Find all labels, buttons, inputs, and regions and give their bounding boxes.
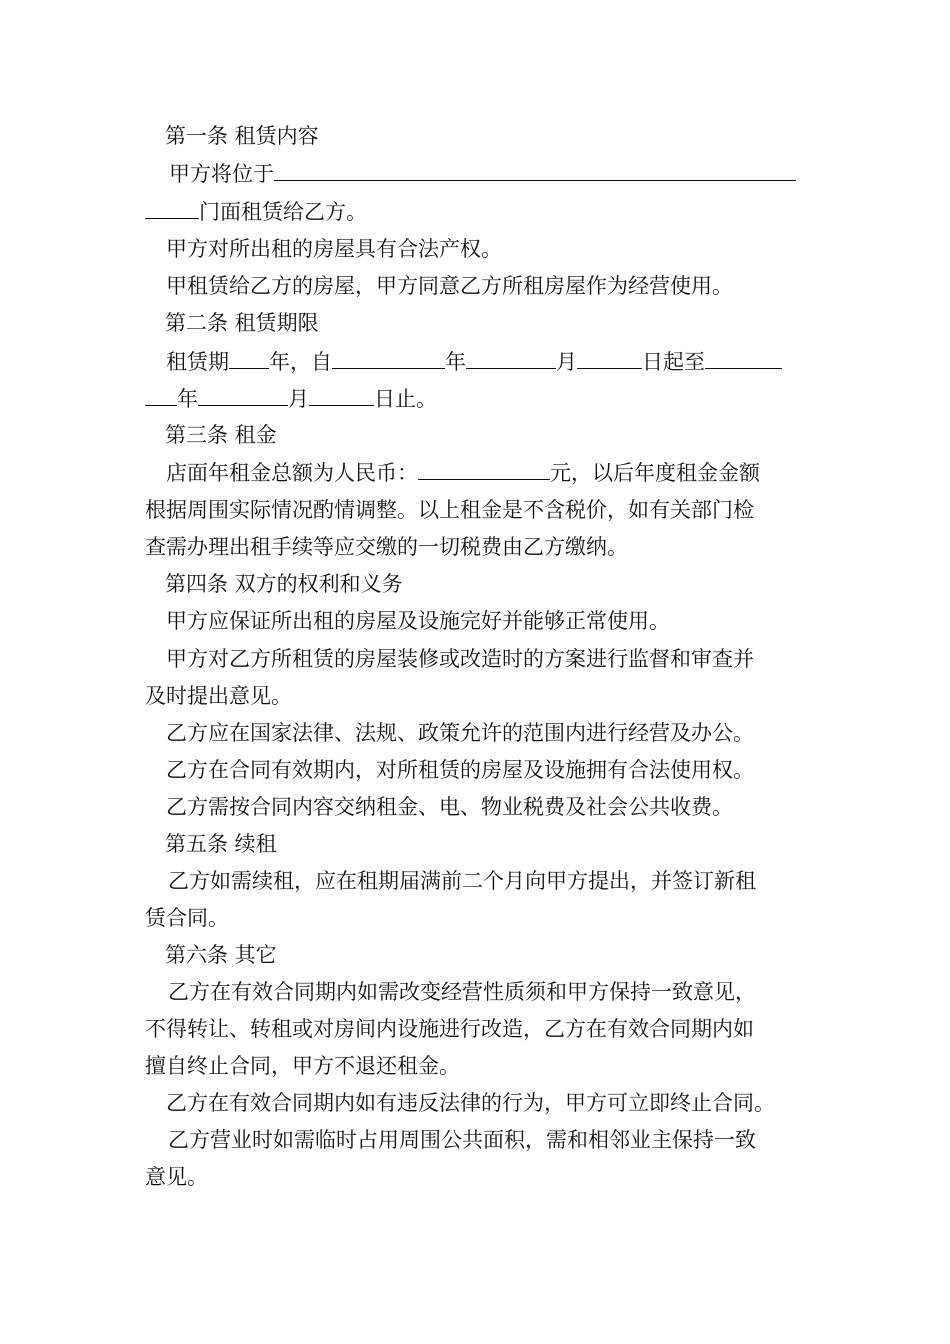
article-6-paragraph-2: 乙方在有效合同期内如有违反法律的行为，甲方可立即终止合同。 (166, 1091, 775, 1115)
article-4-paragraph-3: 乙方应在国家法律、法规、政策允许的范围内进行经营及办公。 (166, 721, 754, 745)
article-3-heading: 第三条 租金 (165, 423, 277, 447)
start-year-blank[interactable] (332, 346, 445, 369)
article-6-paragraph-1: 乙方在有效合同期内如需改变经营性质须和甲方保持一致意见， (168, 980, 756, 1004)
article-6-paragraph-3: 乙方营业时如需临时占用周围公共面积，需和相邻业主保持一致 (168, 1128, 756, 1152)
article-5-paragraph-1-cont: 赁合同。 (145, 906, 229, 930)
end-day-blank[interactable] (309, 383, 374, 406)
article-3-rent-line-3: 查需办理出租手续等应交缴的一切税费由乙方缴纳。 (145, 535, 628, 559)
article-2-term-line: 租赁期 年，自 年 月 日起至 (145, 346, 810, 376)
article-4-paragraph-1: 甲方应保证所出租的房屋及设施完好并能够正常使用。 (166, 609, 670, 633)
article-1-location-line-2: 门面租赁给乙方。 (145, 196, 810, 226)
article-5-heading: 第五条 续租 (165, 832, 277, 856)
rent-amount-blank[interactable] (418, 457, 550, 480)
article-5-paragraph-1: 乙方如需续租，应在租期届满前二个月向甲方提出，并签订新租 (168, 869, 756, 893)
end-year-blank-cont[interactable] (145, 383, 177, 406)
article-1-paragraph-3: 甲租赁给乙方的房屋，甲方同意乙方所租房屋作为经营使用。 (166, 274, 733, 298)
article-4-heading: 第四条 双方的权利和义务 (165, 572, 403, 596)
start-month-blank[interactable] (466, 346, 556, 369)
article-6-paragraph-3-cont: 意见。 (145, 1165, 208, 1189)
article-1-heading: 第一条 租赁内容 (165, 124, 319, 148)
article-3-rent-line: 店面年租金总额为人民币： 元，以后年度租金金额 (145, 457, 810, 487)
start-day-blank[interactable] (577, 346, 642, 369)
end-year-blank[interactable] (705, 346, 782, 369)
article-4-paragraph-5: 乙方需按合同内容交纳租金、电、物业税费及社会公共收费。 (166, 795, 733, 819)
article-4-paragraph-2-cont: 及时提出意见。 (145, 684, 292, 708)
article-6-paragraph-1-cont-2: 擅自终止合同，甲方不退还租金。 (145, 1054, 460, 1078)
article-2-heading: 第二条 租赁期限 (165, 311, 319, 335)
article-2-term-line-2: 年 月 日止。 (145, 383, 810, 413)
article-4-paragraph-4: 乙方在合同有效期内，对所租赁的房屋及设施拥有合法使用权。 (166, 758, 754, 782)
article-1-paragraph-2: 甲方对所出租的房屋具有合法产权。 (166, 237, 502, 261)
article-6-heading: 第六条 其它 (165, 943, 277, 967)
article-1-location-line: 甲方将位于 (145, 158, 810, 188)
term-years-blank[interactable] (229, 346, 269, 369)
location-blank-cont[interactable] (145, 196, 199, 219)
article-4-paragraph-2: 甲方对乙方所租赁的房屋装修或改造时的方案进行监督和审查并 (166, 647, 754, 671)
article-6-paragraph-1-cont: 不得转让、转租或对房间内设施进行改造，乙方在有效合同期内如 (145, 1017, 754, 1041)
article-3-rent-line-2: 根据周围实际情况酌情调整。以上租金是不含税价，如有关部门检 (145, 498, 754, 522)
location-blank[interactable] (274, 158, 796, 181)
end-month-blank[interactable] (198, 383, 288, 406)
